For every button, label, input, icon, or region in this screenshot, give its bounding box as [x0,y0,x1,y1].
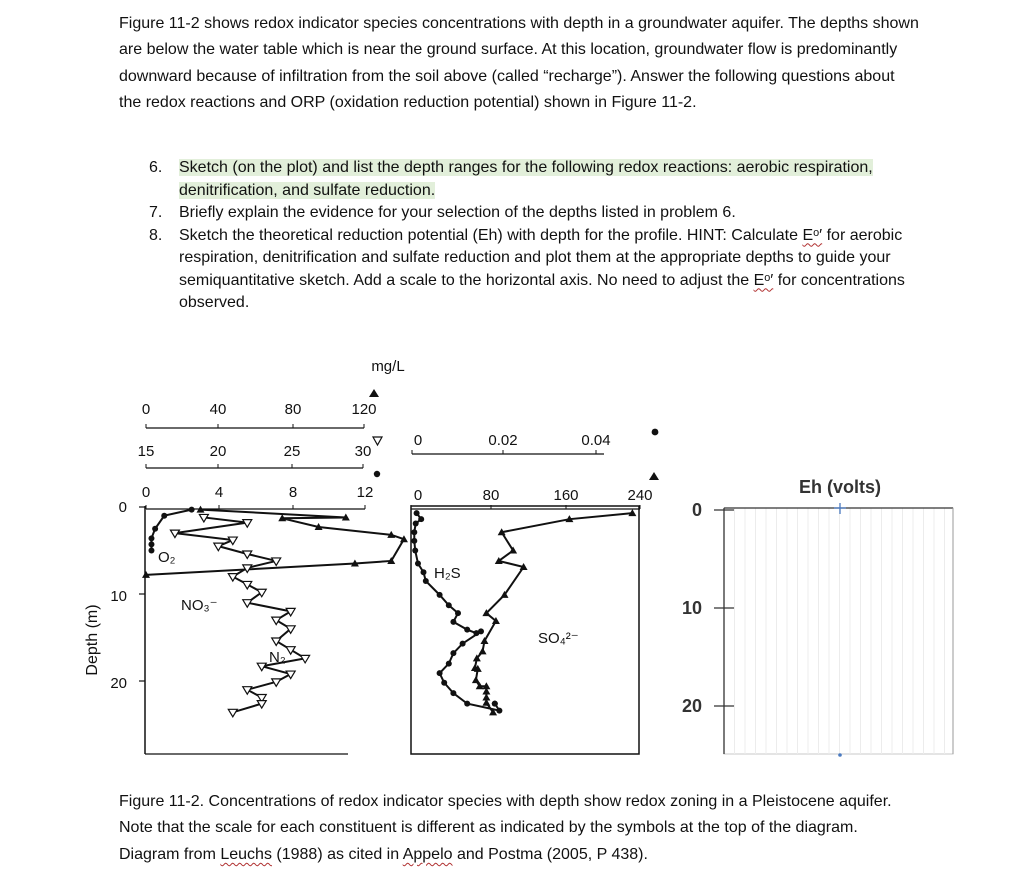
question-text: Sketch (on the plot) and list the depth ranges for the following redox reactions: aerobic respiration, denitrification, and sulfate reduction. [179,159,873,199]
series-line-n2 [175,517,305,712]
question-number: 8. [149,226,163,244]
data-point [441,680,447,686]
eh-depth-tick-label: 20 [681,696,702,716]
data-point [450,650,456,656]
data-point [450,619,456,625]
tick-label: 120 [351,401,377,418]
data-point [423,578,429,584]
caption-text-post: and Postma (2005, P 438). [452,845,648,863]
data-point [446,602,452,608]
triangle-symbol [369,389,379,397]
eo-symbol: Eᵒ′ [753,271,774,289]
so4-label: SO₄²⁻ [538,630,579,647]
caption-text-mid: (1988) as cited in [271,845,403,863]
data-point [148,535,154,541]
tick-label: 0.04 [581,432,611,449]
eh-depth-tick-label: 10 [681,598,702,618]
data-point [161,513,167,519]
data-point [437,670,443,676]
data-point [496,708,502,714]
eh-title: Eh (volts) [798,477,882,497]
data-point [228,709,237,717]
h2s-label: H₂S [434,565,461,582]
data-point [189,507,195,513]
open-triangle-symbol [373,437,382,445]
data-point [460,641,466,647]
data-point [148,541,154,547]
eh-marker [838,753,842,757]
tick-label: 80 [284,401,302,418]
eh-depth-tick-label: 0 [691,500,702,520]
circle-symbol [374,471,380,477]
caption-text-pre: Figure 11-2. Concentrations of redox indicator species with depth show redox zoning in a Pleistocene aquifer. Note that the scale for each constituent is different as indicated by the symbols at the top of the diagram. Diagram from [119,793,892,863]
data-point [455,610,461,616]
units-label: mg/L [371,358,405,375]
data-point [411,538,417,544]
question-text-post: for concentrations observed. [179,271,905,311]
data-point [418,516,424,522]
tick-label: 12 [356,484,374,501]
tick-label: 4 [214,484,224,501]
tick-label: 0 [413,432,423,449]
data-point [472,676,480,683]
data-point [415,561,421,567]
tick-label: 30 [354,443,372,460]
data-point [148,548,154,554]
data-point [479,647,487,654]
depth-tick-label: 10 [110,588,127,605]
data-point [412,548,418,554]
data-point [478,628,484,634]
right-panel-frame [411,506,639,754]
caption-ref: Appelo [402,845,453,863]
data-point [413,521,419,527]
data-point [446,661,452,667]
data-point [437,592,443,598]
data-point [152,526,158,532]
tick-label: 0.02 [488,432,518,449]
triangle-symbol [649,472,659,480]
data-point [450,690,456,696]
series-line-so4 [475,513,632,712]
y-axis-label: Depth (m) [84,604,101,676]
intro-paragraph: Figure 11-2 shows redox indicator species concentrations with depth in a groundwater aquifer. The depths shown are below the water table which is near the ground surface. At this location, groundwater flow is predominantly downward because of infiltration from the soil above (called “recharge”). Answer the following questions about the redox reactions and ORP (oxidation reduction potential) shown in Figure 11-2. [119,15,919,112]
series-line-no3 [146,510,404,575]
question-text: Briefly explain the evidence for your selection of the depths listed in problem 6. [179,204,736,221]
tick-label: 0 [141,401,151,418]
tick-label: 15 [137,443,155,460]
figure-marks [139,389,953,757]
tick-label: 40 [209,401,227,418]
depth-tick-label: 0 [118,499,127,516]
eo-symbol: Eᵒ′ [802,226,823,244]
tick-label: 80 [482,487,500,504]
question-number: 7. [149,204,163,221]
data-point [492,701,498,707]
o2-label: O₂ [158,549,176,566]
caption-ref: Leuchs [220,845,272,863]
depth-tick-label: 20 [110,675,127,692]
data-point [411,529,417,535]
data-point [414,510,420,516]
question-text-pre: Sketch the theoretical reduction potential (Eh) with depth for the profile. HINT: Calculate [179,226,803,244]
eh-plot-area [724,508,953,754]
no3-label: NO₃⁻ [181,597,218,614]
tick-label: 0 [141,484,151,501]
tick-label: 8 [288,484,298,501]
tick-label: 25 [283,443,301,460]
data-point [421,569,427,575]
figure-caption [119,789,919,868]
tick-label: 20 [209,443,227,460]
n2-label: N₂ [269,649,286,666]
question-number: 6. [149,159,163,176]
tick-label: 160 [553,487,579,504]
question-text-mid: for aerobic respiration, denitrification and sulfate reduction and plot them at the appropriate depths to guide your semiquantitative sketch. Add a scale to the horizontal axis. No need to adjust the [179,226,903,289]
data-point [464,701,470,707]
circle-symbol [652,429,659,436]
data-point [464,627,470,633]
tick-label: 240 [627,487,653,504]
tick-label: 0 [413,487,423,504]
